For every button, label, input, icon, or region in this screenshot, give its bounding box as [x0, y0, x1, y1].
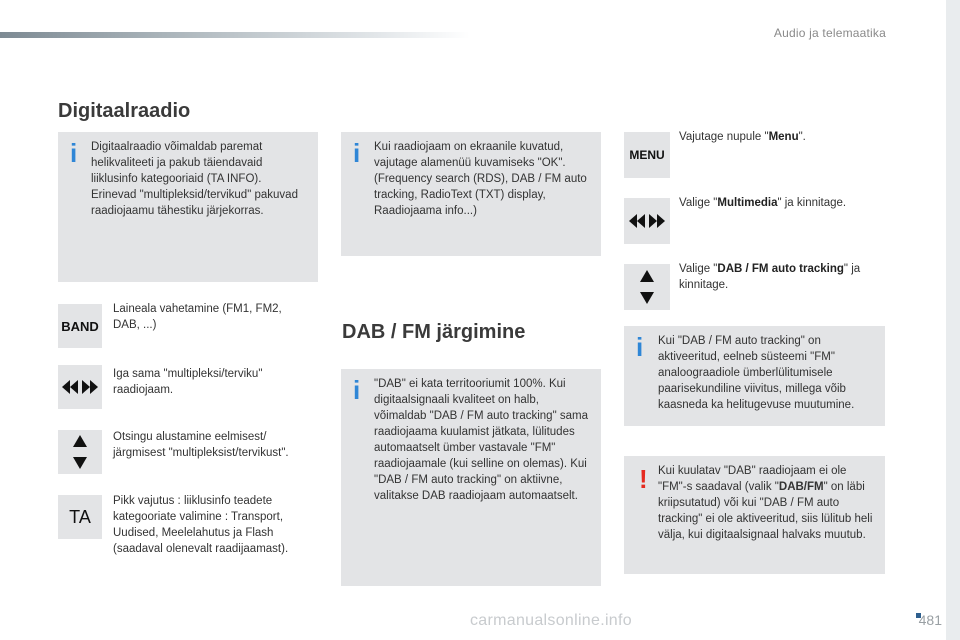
step-text-multimedia: Valige "Multimedia" ja kinnitage.	[679, 197, 847, 209]
info-icon: i	[353, 138, 361, 168]
warning-icon: !	[639, 464, 648, 494]
control-text-band: Laineala vahetamine (FM1, FM2, DAB, ...)	[113, 303, 282, 331]
step-text-menu: Vajutage nupule "Menu".	[679, 131, 806, 143]
info-box-tracking-delay	[624, 326, 885, 426]
section-label: Audio ja telemaatika	[773, 26, 886, 40]
page-number: 481	[918, 612, 942, 628]
info-text: Kui raadiojaam on ekraanile kuvatud, vajutage alamenüü kuvamiseks "OK". (Frequency search (RDS), DAB / FM auto tracking, RadioText (TXT) display, Raadiojaama info...)	[374, 141, 587, 217]
info-icon: i	[636, 332, 644, 362]
up-down-arrows-icon	[640, 270, 654, 304]
menu-label: MENU	[629, 148, 665, 162]
seek-button[interactable]	[624, 198, 670, 244]
up-down-button[interactable]	[624, 264, 670, 310]
control-text-seek: Iga sama "multipleksi/terviku" raadiojaam.	[113, 368, 263, 396]
page-edge-strip	[946, 0, 960, 640]
seek-arrows-icon	[62, 379, 98, 395]
info-box-dab-coverage	[341, 369, 601, 586]
up-down-arrows-icon	[73, 435, 87, 469]
control-text-ta: Pikk vajutus : liiklusinfo teadete kategooriate valimine : Transport, Uudised, Meelelahutus ja Flash (saadaval olenevalt raadijaamast).	[113, 495, 289, 555]
info-text: "DAB" ei kata territooriumit 100%. Kui digitaalsignaali kvaliteet on halb, võimaldab "DAB / FM auto tracking" sama raadiojaama kuulamist jätkata, lülitudes automaatselt ümber vastavale "FM" raadiojaamale (kui selline on olemas). Kui "DAB / FM auto tracking" on aktiivne, valitakse DAB raadiojaam automaatselt.	[374, 378, 588, 502]
warning-box	[624, 456, 885, 574]
up-down-button[interactable]	[58, 430, 102, 474]
info-box-ok-submenu	[341, 132, 601, 256]
info-text: Kui "DAB / FM auto tracking" on aktiveeritud, eelneb süsteemi "FM" analoograadiole ümberlülitumisele paarisekundiline viivitus, millega võib kaasneda ka helitugevuse muutumine.	[658, 335, 855, 411]
ta-button[interactable]	[58, 495, 102, 539]
header-rule	[0, 32, 470, 38]
section-title-dab-fm: DAB / FM järgimine	[342, 321, 526, 343]
page-title: Digitaalraadio	[58, 100, 191, 122]
warning-text: Kui kuulatav "DAB" raadiojaam ei ole "FM"-s saadaval (valik "DAB/FM" on läbi kriipsutatud) või kui "DAB / FM auto tracking" ei ole aktiveeritud, siis lülitub heli välja, kui digitaalsignaal halvaks muutub.	[658, 465, 873, 541]
menu-button[interactable]	[624, 132, 670, 178]
watermark: carmanualsonline.info	[470, 612, 632, 629]
seek-button[interactable]	[58, 365, 102, 409]
band-label: BAND	[61, 318, 99, 334]
info-box-digital-radio	[58, 132, 318, 282]
ta-label: TA	[69, 506, 91, 527]
info-icon: i	[70, 138, 78, 168]
seek-arrows-icon	[629, 213, 665, 229]
info-text: Digitaalraadio võimaldab paremat helikvaliteeti ja pakub täiendavaid liiklusinfo kategooriaid (TA INFO). Erinevad "multipleksid/tervikud" pakuvad raadiojaamu tähestiku järjekorras.	[91, 141, 298, 217]
band-button[interactable]	[58, 304, 102, 348]
info-icon: i	[353, 375, 361, 405]
step-text-auto-tracking: Valige "DAB / FM auto tracking" ja kinnitage.	[679, 263, 861, 291]
control-text-up-down: Otsingu alustamine eelmisest/ järgmisest "multipleksist/tervikust".	[113, 431, 289, 459]
